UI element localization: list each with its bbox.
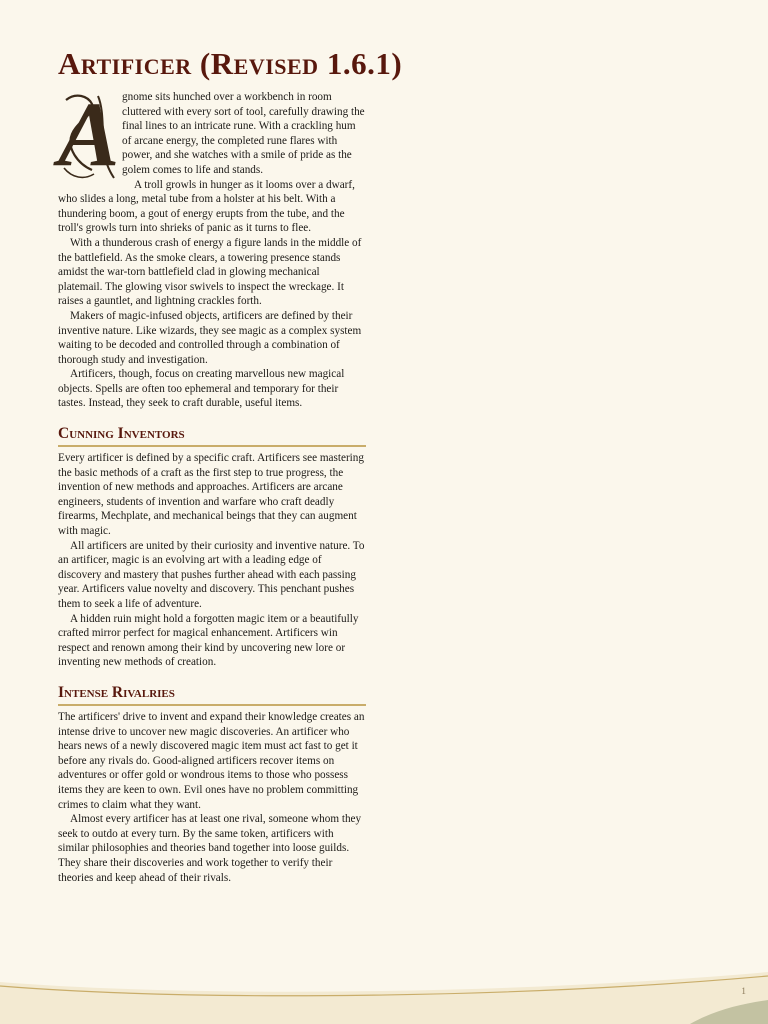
page-number: 1 xyxy=(741,987,746,997)
drop-cap-letter: A xyxy=(58,83,120,185)
intro-paragraph: With a thunderous crash of energy a figure lands in the middle of the battlefield. As the smoke clears, a towering presence stands amidst the war-torn battlefield clad in glowing mechanical platemail. The glowing visor swivels to inspect the wreckage. It raises a gauntlet, and lightning crackles forth. xyxy=(58,236,362,308)
text-column xyxy=(58,83,366,885)
section-heading-cunning-inventors: Cunning Inventors xyxy=(58,425,366,447)
section-paragraph: All artificers are united by their curiosity and inventive nature. To an artificer, magic is an evolving art with a leading edge of discovery and mastery that pushes further ahead with each passing year. Artificers value novelty and discovery. This penchant pushes them to seek a life of adventure. xyxy=(58,539,365,610)
intro-paragraph: gnome sits hunched over a workbench in room cluttered with every sort of tool, carefully drawing the final lines to an intricate rune. With a crackling hum of arcane energy, the completed rune flares with power, and she watches with a smile of pride as the golem comes to life and stands. xyxy=(122,91,365,176)
drop-cap xyxy=(58,83,120,185)
section-paragraph: Almost every artificer has at least one rival, someone whom they seek to outdo at every turn. By the same token, artificers with similar philosophies and theories band together into loose guilds. They share their discoveries and work together to verify their theories and keep ahead of their rivals. xyxy=(58,813,362,884)
section-paragraph: The artificers' drive to invent and expand their knowledge creates an intense drive to uncover new magic discoveries. An artificer who hears news of a newly discovered magic item must act fast to get it before any rivals do. Good-aligned artificers recover items on adventures or offer gold or wondrous items to those who possess items they are keen to own. Evil ones have no problem committing crimes to claim what they want. xyxy=(58,710,365,811)
footer-ornament xyxy=(0,964,768,1024)
section-paragraph: A hidden ruin might hold a forgotten magic item or a beautifully crafted mirror perfect for magical enhancement. Artificers win respect and renown among their kind by uncovering new lore or inventing new methods of creation. xyxy=(58,612,359,669)
intro-paragraph: A troll growls in hunger as it looms over a dwarf, who slides a long, metal tube from a holster at his belt. With a thundering boom, a gout of energy erupts from the tube, and the troll's growls turn into shrieks of panic as it turns to flee. xyxy=(58,178,355,235)
section-paragraph: Every artificer is defined by a specific craft. Artificers see mastering the basic methods of a craft as the first step to true progress, the invention of new methods and approaches. Artificers are arcane engineers, students of invention and warfare who craft deadly firearms, Mechplate, and mechanical beings that they can augment with magic. xyxy=(58,452,364,538)
intro-paragraph: Artificers, though, focus on creating marvellous new magical objects. Spells are often too ephemeral and temporary for their tastes. Instead, they seek to craft durable, useful items. xyxy=(58,368,345,410)
intro-paragraph: Makers of magic-infused objects, artificers are defined by their inventive nature. Like wizards, they see magic as a complex system waiting to be decoded and controlled through a combination of thorough study and investigation. xyxy=(58,309,362,366)
page-title: Artificer (Revised 1.6.1) xyxy=(58,46,403,81)
section-heading-intense-rivalries: Intense Rivalries xyxy=(58,684,366,706)
